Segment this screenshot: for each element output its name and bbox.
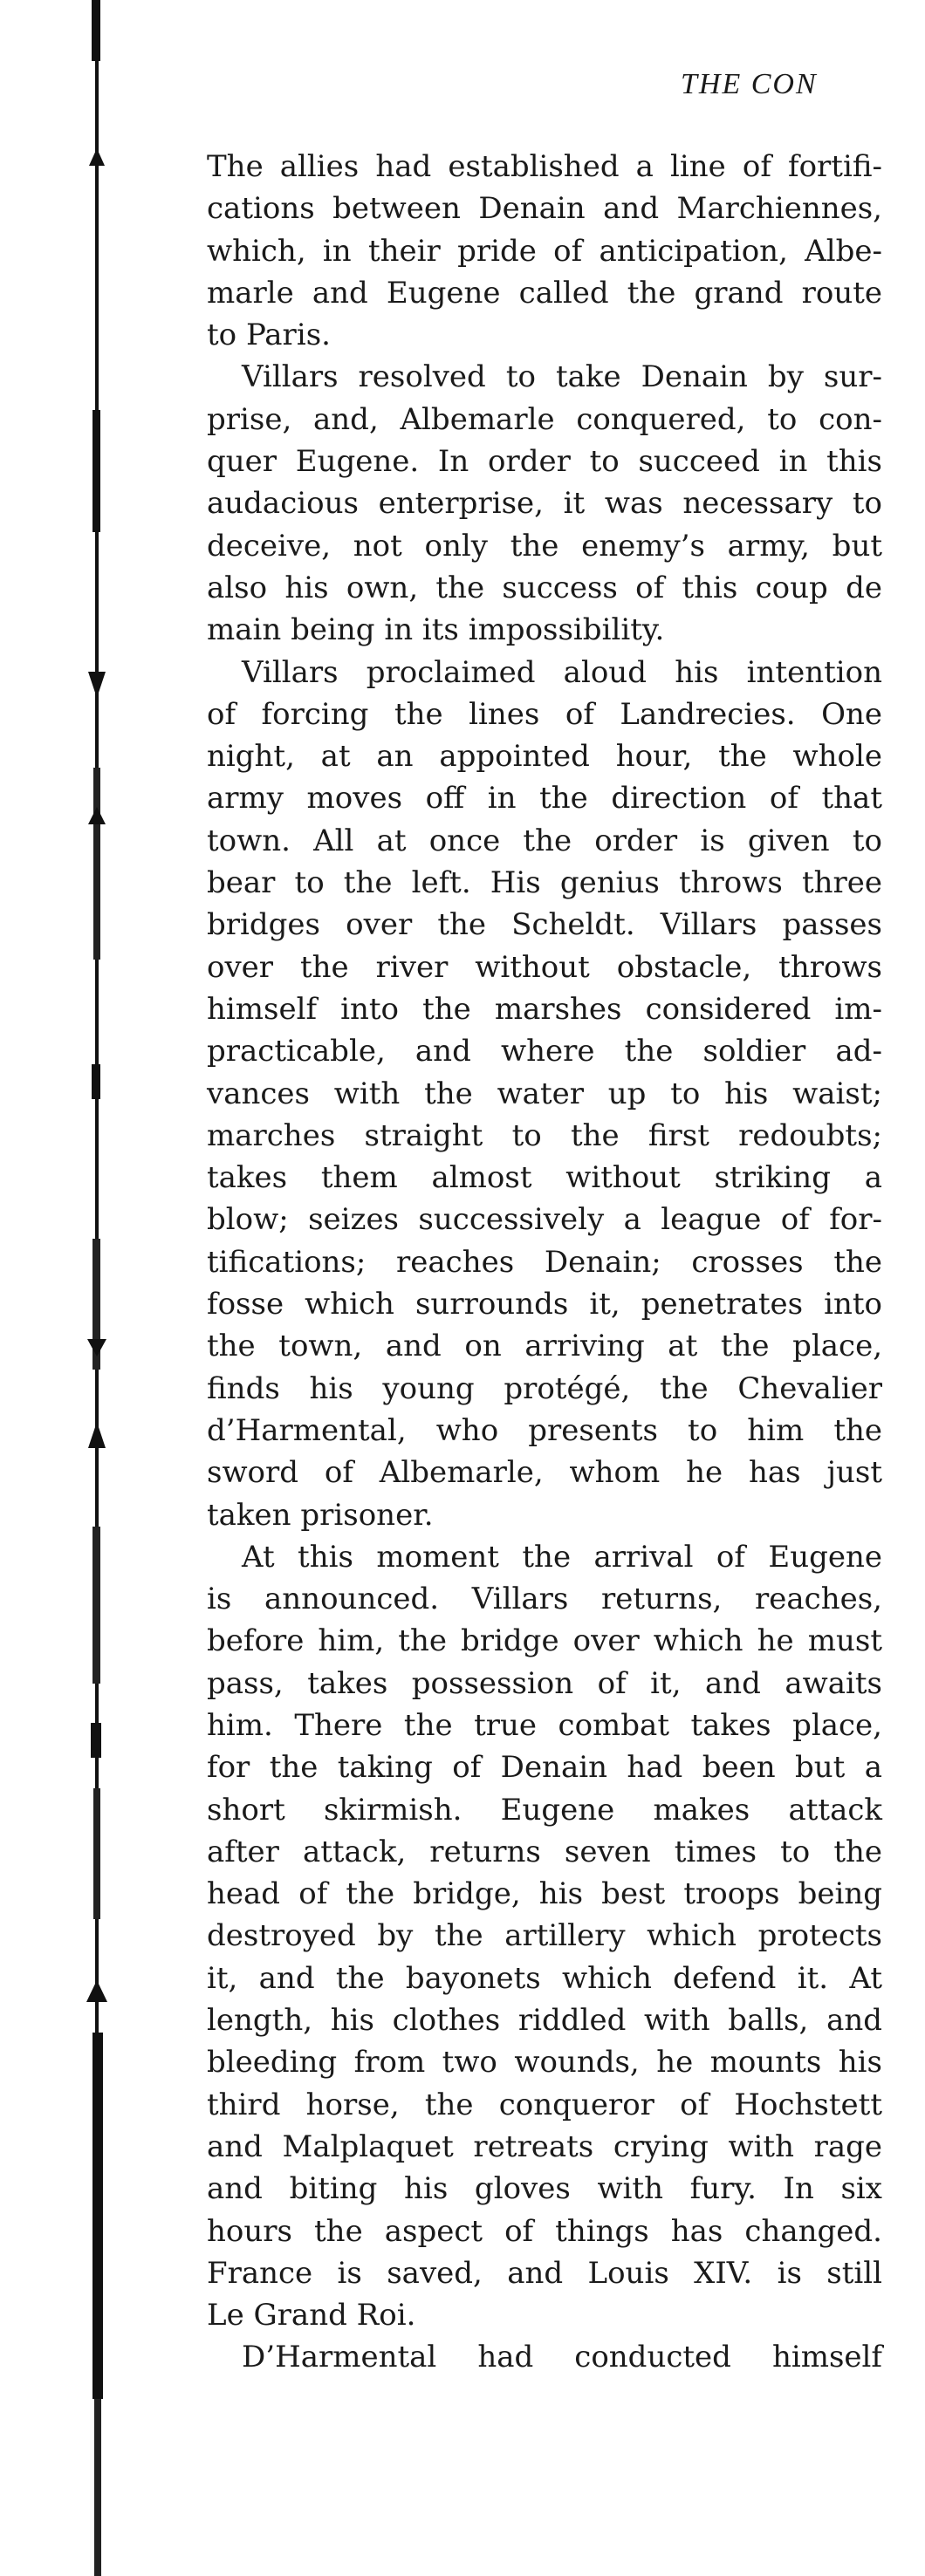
paragraph-allies-fortifications [207,146,882,356]
text-line: fosse which surrounds it, penetrates into [207,1287,882,1322]
text-line: short skirmish. Eugene makes attack [207,1792,882,1828]
paragraph-villars-proclaimed [207,652,882,1536]
text-line: tifications; reaches Denain; crosses the [207,1244,882,1280]
text-line: blow; seizes successively a league of for- [207,1202,882,1238]
text-line: length, his clothes riddled with balls, and [207,2003,882,2039]
article-body [207,146,882,2379]
text-line: of forcing the lines of Landrecies. One [207,696,882,732]
text-line: before him, the bridge over which he must [207,1623,882,1659]
text-line: and biting his gloves with fury. In six [207,2171,882,2207]
text-line: audacious enterprise, it was necessary to [207,486,882,522]
text-line: hours the aspect of things has changed. [207,2213,882,2249]
paragraph-eugene-announced [207,1536,882,2337]
text-line: main being in its impossibility. [207,612,665,648]
text-line: taken prisoner. [207,1497,434,1533]
running-head: THE CON [681,68,818,100]
text-line: marle and Eugene called the grand route [207,275,882,311]
text-line: Villars resolved to take Denain by sur- [242,359,882,395]
paragraph-villars-resolved [207,356,882,651]
text-line: d’Harmental, who presents to him the [207,1412,882,1448]
text-line: practicable, and where the soldier ad- [207,1034,882,1069]
text-line: sword of Albemarle, whom he has just [207,1455,882,1491]
text-line: also his own, the success of this coup de [207,570,882,605]
text-line: which, in their pride of anticipation, Albe- [207,233,882,269]
text-line: to Paris. [207,318,331,353]
text-line: army moves off in the direction of that [207,781,882,817]
binding-edge-scan-artifact [84,0,110,2576]
text-line: after attack, returns seven times to the [207,1834,882,1869]
text-line: cations between Denain and Marchiennes, [207,191,882,227]
text-line: At this moment the arrival of Eugene [242,1539,882,1575]
text-line: third horse, the conqueror of Hochstett [207,2087,882,2122]
text-line: bleeding from two wounds, he mounts his [207,2045,882,2081]
text-line: destroyed by the artillery which protects [207,1918,882,1954]
text-line: vances with the water up to his waist; [207,1076,882,1111]
text-line: bear to the left. His genius throws three [207,865,882,901]
text-line: for the taking of Denain had been but a [207,1750,882,1786]
text-line: town. All at once the order is given to [207,823,882,858]
text-line: France is saved, and Louis XIV. is still [207,2255,882,2291]
text-line: and Malplaquet retreats crying with rage [207,2128,882,2164]
text-line: D’Harmental had conducted himself [242,2340,882,2375]
text-line: night, at an appointed hour, the whole [207,739,882,775]
text-line: deceive, not only the enemy’s army, but [207,528,882,564]
text-line: finds his young protégé, the Chevalier [207,1370,882,1406]
text-line: pass, takes possession of it, and awaits [207,1665,882,1701]
text-line: quer Eugene. In order to succeed in this [207,444,882,480]
text-line: him. There the true combat takes place, [207,1707,882,1743]
text-line: bridges over the Scheldt. Villars passes [207,907,882,943]
text-line: himself into the marshes considered im- [207,991,882,1027]
text-line: Le Grand Roi. [207,2298,416,2333]
text-line: takes them almost without striking a [207,1160,882,1196]
text-line: it, and the bayonets which defend it. At [207,1960,882,1996]
text-line: head of the bridge, his best troops being [207,1876,882,1912]
text-line: the town, and on arriving at the place, [207,1329,882,1364]
text-line: Villars proclaimed aloud his intention [242,654,882,690]
text-line: The allies had established a line of fortifi- [207,149,882,184]
text-line: is announced. Villars returns, reaches, [207,1582,882,1617]
text-line: prise, and, Albemarle conquered, to con- [207,401,882,437]
text-line: marches straight to the first redoubts; [207,1117,882,1153]
text-line: over the river without obstacle, throws [207,949,882,985]
paragraph-dharmental-conducted [207,2336,882,2378]
